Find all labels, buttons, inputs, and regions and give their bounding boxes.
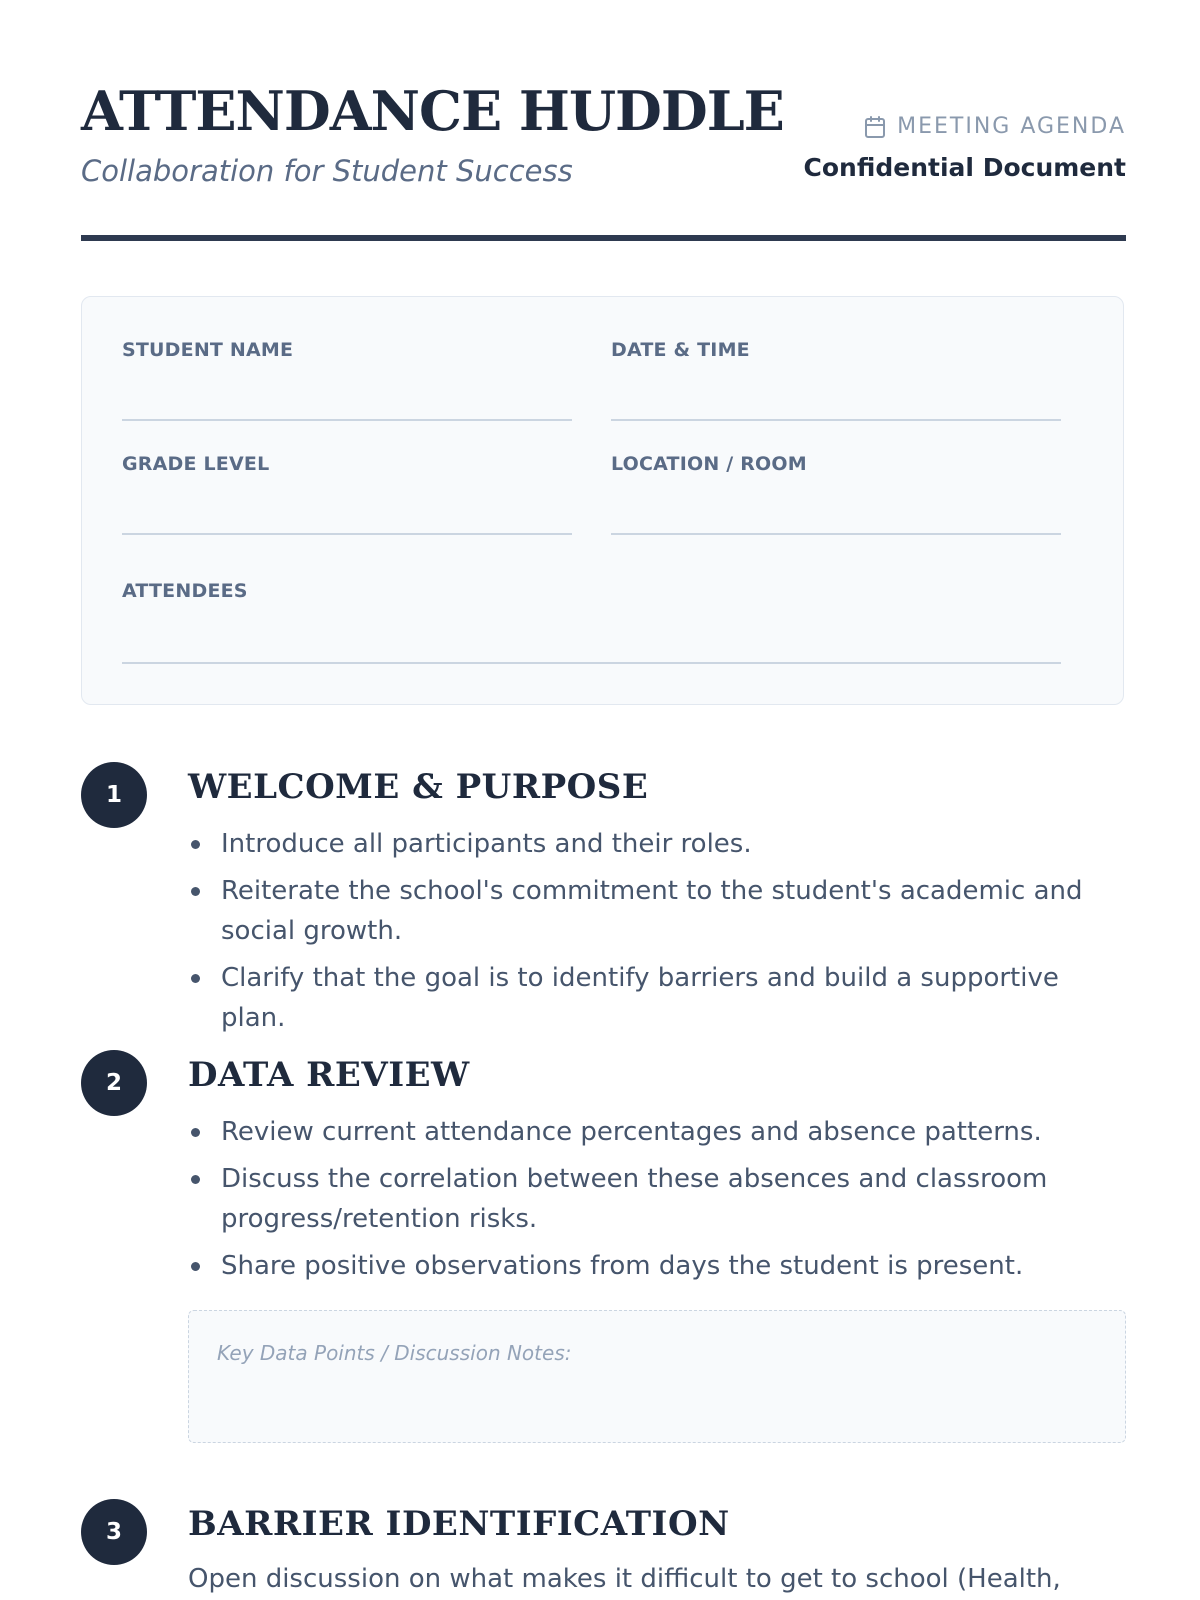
section-barrier-identification: [81, 1499, 1126, 1600]
document-header: [81, 80, 1126, 240]
list-item: Share positive observations from days the student is present.: [188, 1246, 1126, 1286]
list-item: Review current attendance percentages and absence patterns.: [188, 1112, 1126, 1152]
section-bullet-list: [188, 1112, 1126, 1293]
location-field[interactable]: [611, 453, 1061, 537]
attendees-label: ATTENDEES: [122, 580, 248, 602]
section-title: WELCOME & PURPOSE: [188, 767, 649, 807]
date-time-field[interactable]: [611, 339, 1061, 423]
date-time-label: DATE & TIME: [611, 339, 750, 361]
list-item: Clarify that the goal is to identify barriers and build a supportive plan.: [188, 958, 1126, 1038]
header-meta: [804, 114, 1126, 182]
page-subtitle: Collaboration for Student Success: [81, 154, 573, 188]
page-title: ATTENDANCE HUDDLE: [81, 79, 784, 143]
meeting-agenda-label: MEETING AGENDA: [897, 114, 1126, 139]
location-line: [611, 533, 1061, 535]
attendees-field[interactable]: [122, 580, 1061, 664]
confidential-label: Confidential Document: [803, 153, 1126, 182]
student-name-field[interactable]: [122, 339, 572, 423]
section-data-review: [81, 1050, 1126, 1445]
date-time-line: [611, 419, 1061, 421]
section-number-badge: 1: [81, 762, 147, 828]
list-item: Introduce all participants and their roles.: [188, 824, 1126, 864]
section-number-badge: 2: [81, 1050, 147, 1116]
section-title: DATA REVIEW: [188, 1055, 470, 1095]
grade-level-label: GRADE LEVEL: [122, 453, 270, 475]
notes-label: Key Data Points / Discussion Notes:: [217, 1341, 572, 1365]
section-title: BARRIER IDENTIFICATION: [188, 1504, 730, 1544]
section-welcome-purpose: [81, 762, 1126, 1033]
grade-level-field[interactable]: [122, 453, 572, 537]
discussion-notes-box[interactable]: [188, 1310, 1126, 1443]
agenda-page: [81, 0, 1126, 1600]
grade-level-line: [122, 533, 572, 535]
location-label: LOCATION / ROOM: [611, 453, 807, 475]
header-divider: [81, 235, 1126, 241]
section-bullet-list: [188, 824, 1126, 1045]
section-number-badge: 3: [81, 1499, 147, 1565]
attendees-line: [122, 662, 1061, 664]
section-paragraph: Open discussion on what makes it difficult to get to school (Health,: [188, 1564, 1061, 1594]
list-item: Reiterate the school's commitment to the student's academic and social growth.: [188, 871, 1126, 951]
calendar-icon: [863, 115, 887, 139]
student-name-line: [122, 419, 572, 421]
meeting-agenda-tag: [804, 114, 1126, 139]
list-item: Discuss the correlation between these absences and classroom progress/retention risks.: [188, 1159, 1126, 1239]
student-name-label: STUDENT NAME: [122, 339, 294, 361]
meeting-info-card: [81, 296, 1124, 705]
